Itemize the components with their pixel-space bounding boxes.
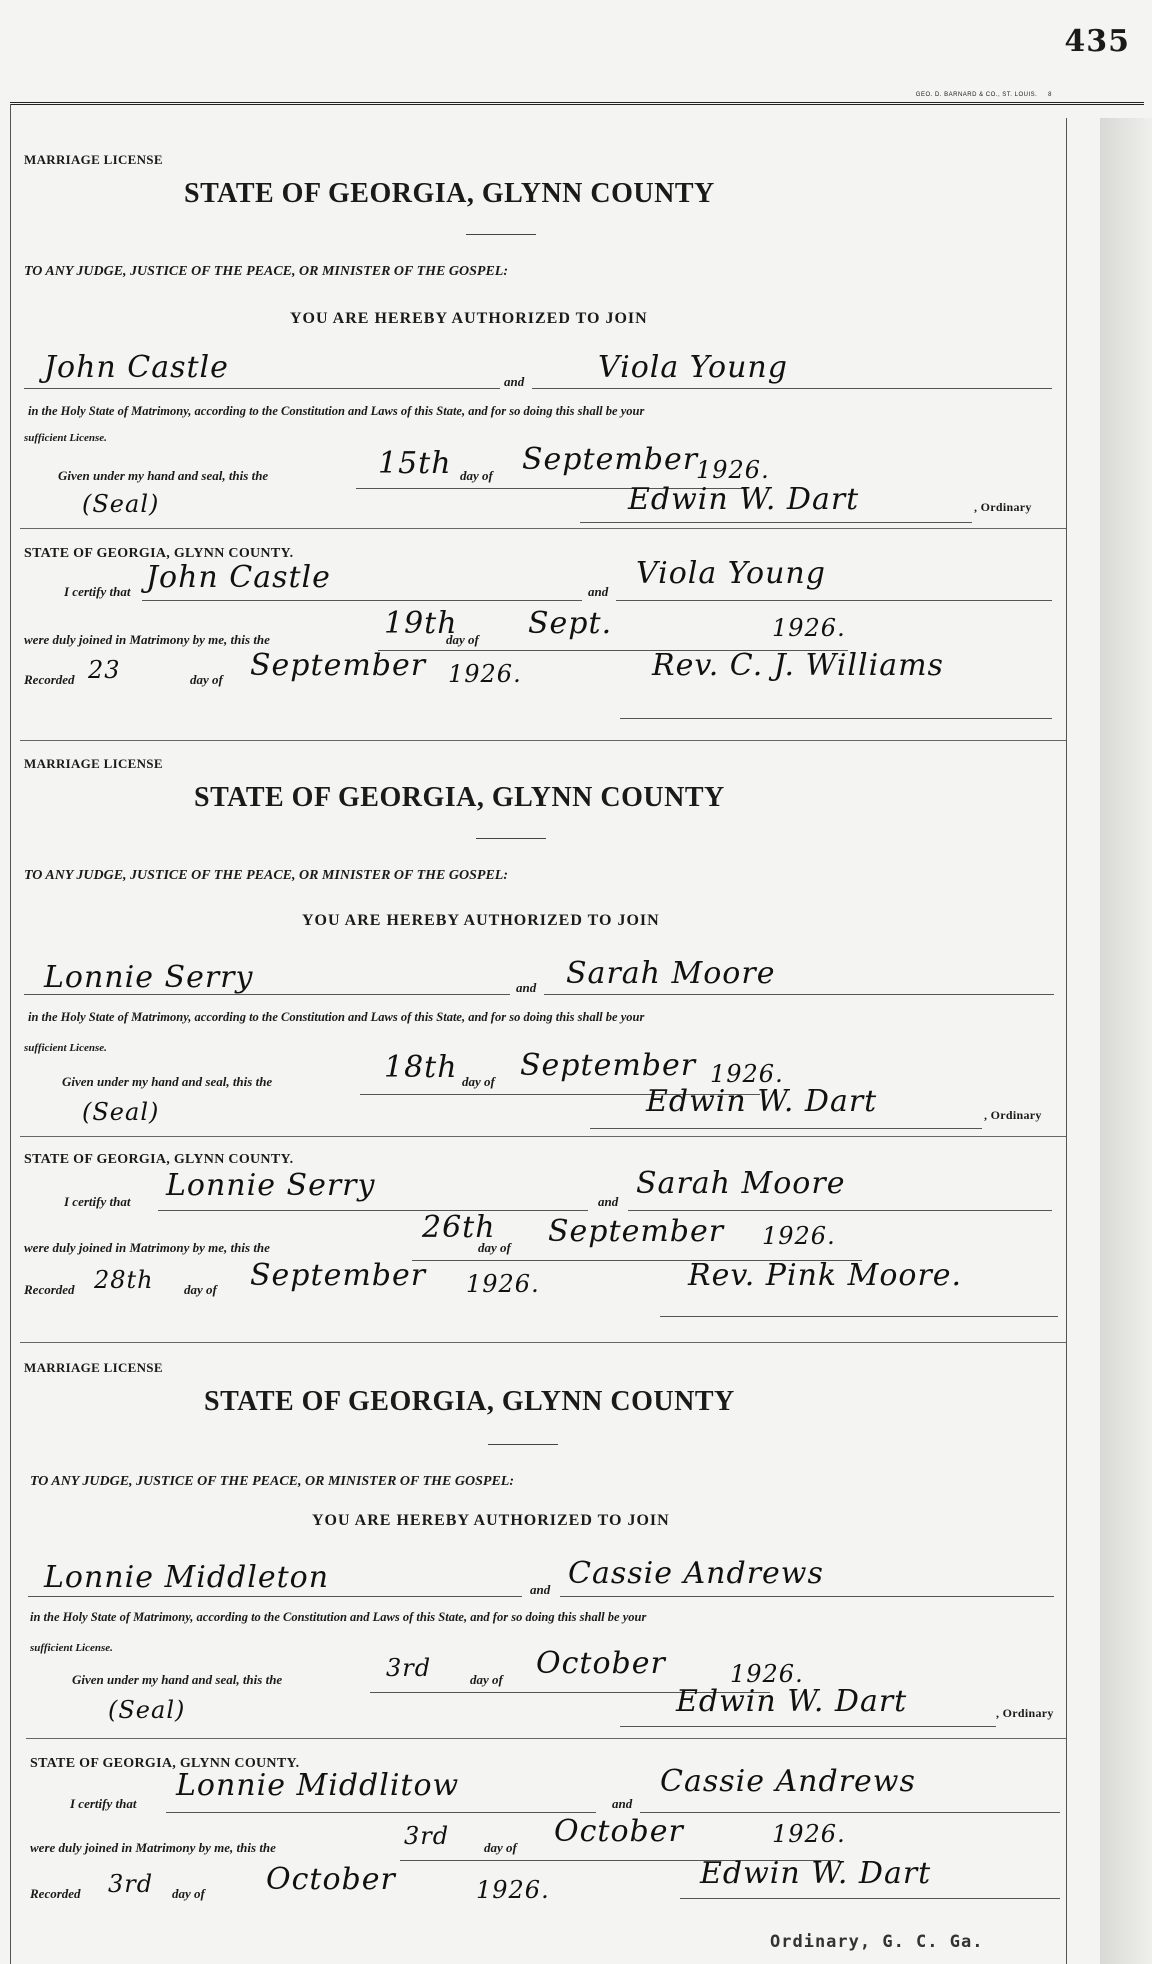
married-year: 1926. [762, 1222, 836, 1250]
given-under-label: Given under my hand and seal, this the [62, 1074, 273, 1089]
to-any-line: TO ANY JUDGE, JUSTICE OF THE PEACE, OR MINISTER OF THE GOSPEL: [24, 868, 508, 883]
cert-bride-line [628, 1210, 1052, 1211]
and-label: and [530, 1582, 551, 1597]
license-day: 3rd [386, 1654, 432, 1682]
ordinary-label: , Ordinary [984, 1108, 1042, 1122]
bride-name: Cassie Andrews [568, 1556, 824, 1591]
license-year: 1926. [710, 1060, 784, 1088]
sufficient-license: sufficient License. [30, 1642, 113, 1654]
record-separator [20, 528, 1066, 529]
recorded-day: 3rd [108, 1870, 154, 1898]
to-any-line: TO ANY JUDGE, JUSTICE OF THE PEACE, OR MINISTER OF THE GOSPEL: [24, 264, 508, 279]
officiant-line [680, 1898, 1060, 1899]
married-day: 26th [422, 1210, 496, 1245]
record-separator [26, 1738, 1066, 1739]
matrimony-text: in the Holy State of Matrimony, according to the Constitution and Laws of this State, and for so doing this shall be your [30, 1610, 647, 1624]
page-number: 435 [1064, 24, 1130, 59]
record-separator [20, 740, 1066, 741]
married-day: 19th [384, 606, 458, 641]
cert-bride: Cassie Andrews [660, 1764, 916, 1799]
license-month: October [536, 1646, 666, 1681]
officiant-line [620, 718, 1052, 719]
heading-rule [466, 234, 536, 235]
license-label: MARRIAGE LICENSE [24, 1360, 163, 1375]
groom-name: Lonnie Middleton [44, 1560, 330, 1595]
top-rule [10, 102, 1144, 105]
married-month: October [554, 1814, 684, 1849]
license-year: 1926. [696, 456, 770, 484]
groom-name: John Castle [44, 350, 229, 385]
recorded-day: 23 [88, 656, 121, 684]
and-label: and [504, 374, 525, 389]
license-day: 18th [384, 1050, 458, 1085]
cert-and-label: and [588, 584, 609, 599]
record-separator [20, 1342, 1066, 1343]
groom-line [24, 388, 500, 389]
cert-bride-line [640, 1812, 1060, 1813]
day-of-label: day of [460, 468, 493, 483]
bride-name: Sarah Moore [566, 956, 776, 991]
license-label: MARRIAGE LICENSE [24, 152, 163, 167]
authorized-line: YOU ARE HEREBY AUTHORIZED TO JOIN [290, 310, 648, 327]
cert-groom: Lonnie Middlitow [176, 1768, 460, 1803]
bride-line [532, 388, 1052, 389]
groom-line [24, 994, 510, 995]
duly-joined-label: were duly joined in Matrimony by me, this the [30, 1840, 276, 1855]
married-day: 3rd [404, 1822, 450, 1850]
certify-label: I certify that [70, 1796, 137, 1811]
matrimony-text: in the Holy State of Matrimony, according to the Constitution and Laws of this State, and for so doing this shall be your [28, 404, 645, 418]
cert-heading: STATE OF GEORGIA, GLYNN COUNTY. [30, 1756, 300, 1771]
married-year: 1926. [772, 614, 846, 642]
given-under-label: Given under my hand and seal, this the [72, 1672, 283, 1687]
married-day-of: day of [484, 1840, 517, 1855]
day-of-label: day of [470, 1672, 503, 1687]
sufficient-license: sufficient License. [24, 1042, 107, 1054]
day-of-label: day of [462, 1074, 495, 1089]
page-edge [1100, 118, 1152, 1964]
cert-groom: John Castle [146, 560, 331, 595]
license-label: MARRIAGE LICENSE [24, 756, 163, 771]
cert-heading: STATE OF GEORGIA, GLYNN COUNTY. [24, 1152, 294, 1167]
license-heading: STATE OF GEORGIA, GLYNN COUNTY [184, 178, 715, 209]
married-day-of: day of [446, 632, 479, 647]
matrimony-text: in the Holy State of Matrimony, according to the Constitution and Laws of this State, and for so doing this shall be your [28, 1010, 645, 1024]
given-under-label: Given under my hand and seal, this the [58, 468, 269, 483]
bride-name: Viola Young [598, 350, 788, 385]
recorded-year: 1926. [448, 660, 522, 688]
heading-rule [476, 838, 546, 839]
ordinary-signature: Edwin W. Dart [646, 1084, 878, 1119]
married-year: 1926. [772, 1820, 846, 1848]
recorded-label: Recorded [24, 1282, 75, 1297]
cert-bride: Viola Young [636, 556, 826, 591]
married-month: September [548, 1214, 725, 1249]
cert-heading: STATE OF GEORGIA, GLYNN COUNTY. [24, 546, 294, 561]
recorded-day-of: day of [190, 672, 223, 687]
ordinary-stamp: Ordinary, G. C. Ga. [770, 1932, 984, 1952]
seal-mark: (Seal) [82, 1098, 160, 1126]
recorded-day-of: day of [184, 1282, 217, 1297]
duly-joined-label: were duly joined in Matrimony by me, this the [24, 632, 270, 647]
cert-groom-line [158, 1210, 588, 1211]
right-margin-rule [1066, 118, 1067, 1964]
seal-mark: (Seal) [108, 1696, 186, 1724]
cert-groom-line [142, 600, 582, 601]
license-heading: STATE OF GEORGIA, GLYNN COUNTY [204, 1386, 735, 1417]
recorded-year: 1926. [476, 1876, 550, 1904]
married-day-of: day of [478, 1240, 511, 1255]
ordinary-line [580, 522, 972, 523]
and-label: and [516, 980, 537, 995]
seal-mark: (Seal) [82, 490, 160, 518]
bride-line [544, 994, 1054, 995]
cert-groom: Lonnie Serry [166, 1168, 376, 1203]
cert-and-label: and [612, 1796, 633, 1811]
license-year: 1926. [730, 1660, 804, 1688]
heading-rule [488, 1444, 558, 1445]
groom-line [28, 1596, 522, 1597]
cert-bride-line [616, 600, 1052, 601]
authorized-line: YOU ARE HEREBY AUTHORIZED TO JOIN [302, 912, 660, 929]
to-any-line: TO ANY JUDGE, JUSTICE OF THE PEACE, OR MINISTER OF THE GOSPEL: [30, 1474, 514, 1489]
authorized-line: YOU ARE HEREBY AUTHORIZED TO JOIN [312, 1512, 670, 1529]
recorded-day-of: day of [172, 1886, 205, 1901]
officiant-signature: Rev. C. J. Williams [652, 648, 944, 683]
left-margin-rule [10, 104, 11, 1964]
license-month: September [520, 1048, 697, 1083]
bride-line [560, 1596, 1054, 1597]
recorded-label: Recorded [30, 1886, 81, 1901]
cert-and-label: and [598, 1194, 619, 1209]
license-day: 15th [378, 446, 452, 481]
ordinary-line [590, 1128, 982, 1129]
certify-label: I certify that [64, 584, 131, 599]
recorded-month: October [266, 1862, 396, 1897]
ordinary-signature: Edwin W. Dart [676, 1684, 908, 1719]
recorded-month: September [250, 648, 427, 683]
license-month: September [522, 442, 699, 477]
license-heading: STATE OF GEORGIA, GLYNN COUNTY [194, 782, 725, 813]
ordinary-line [620, 1726, 996, 1727]
recorded-label: Recorded [24, 672, 75, 687]
officiant-signature: Edwin W. Dart [700, 1856, 932, 1891]
recorded-month: September [250, 1258, 427, 1293]
groom-name: Lonnie Serry [44, 960, 254, 995]
sufficient-license: sufficient License. [24, 432, 107, 444]
married-month: Sept. [528, 606, 613, 641]
ordinary-label: , Ordinary [996, 1706, 1054, 1720]
printer-mark: GEO. D. BARNARD & CO., ST. LOUIS. 8 [915, 92, 1052, 98]
recorded-year: 1926. [466, 1270, 540, 1298]
recorded-day: 28th [94, 1266, 154, 1294]
ordinary-signature: Edwin W. Dart [628, 482, 860, 517]
officiant-line [660, 1316, 1058, 1317]
duly-joined-label: were duly joined in Matrimony by me, this the [24, 1240, 270, 1255]
ordinary-label: , Ordinary [974, 500, 1032, 514]
certify-label: I certify that [64, 1194, 131, 1209]
officiant-signature: Rev. Pink Moore. [688, 1258, 963, 1293]
record-separator [20, 1136, 1066, 1137]
cert-bride: Sarah Moore [636, 1166, 846, 1201]
cert-groom-line [166, 1812, 596, 1813]
